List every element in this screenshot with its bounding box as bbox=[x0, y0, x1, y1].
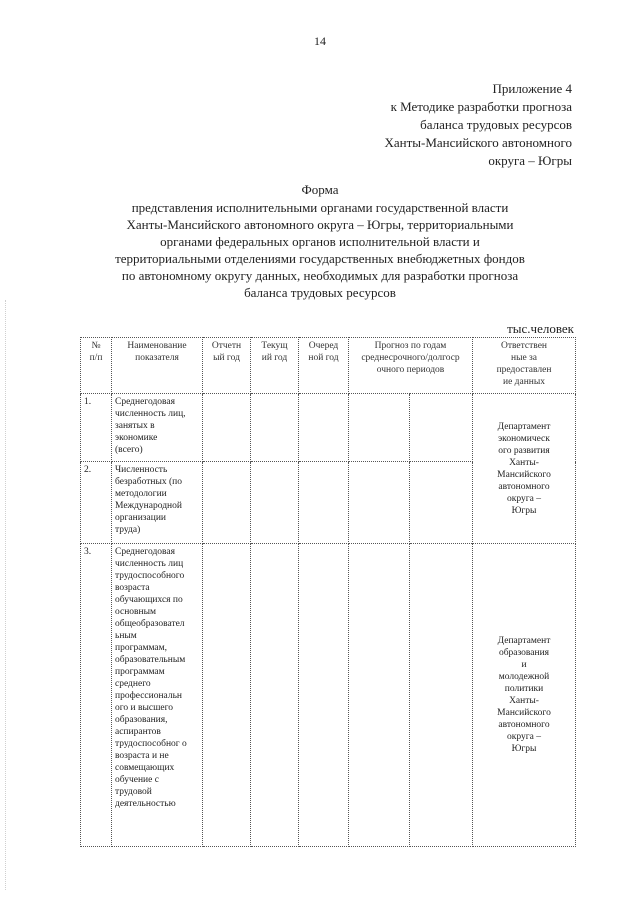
header-name: Наименование показателя bbox=[112, 338, 203, 394]
appendix-line: Приложение 4 bbox=[492, 81, 572, 96]
header-next-year: Очеред ной год bbox=[299, 338, 349, 394]
cell-forecast-a bbox=[349, 544, 410, 847]
row-number: 3. bbox=[81, 544, 112, 847]
header-responsible: Ответствен ные за предоставлен ие данных bbox=[473, 338, 576, 394]
header-num: № п/п bbox=[81, 338, 112, 394]
header-report-year: Отчетн ый год bbox=[203, 338, 251, 394]
cell-responsible-economic: Департамент экономическ ого развития Ханты- Мансийского автономного округа – Югры bbox=[473, 394, 576, 544]
cell-next-year bbox=[299, 462, 349, 544]
form-description-line: территориальными отделениями государственных внебюджетных фондов bbox=[115, 251, 525, 266]
cell-current-year bbox=[251, 462, 299, 544]
form-description-line: представления исполнительными органами государственной власти bbox=[131, 200, 509, 215]
row-indicator-name: Численность безработных (по методологии Международной организации труда) bbox=[112, 462, 203, 544]
cell-current-year bbox=[251, 394, 299, 462]
scan-edge-divider bbox=[5, 300, 7, 890]
appendix-line: баланса трудовых ресурсов bbox=[420, 117, 572, 132]
cell-forecast-b bbox=[410, 544, 473, 847]
cell-next-year bbox=[299, 394, 349, 462]
cell-report-year bbox=[203, 462, 251, 544]
cell-forecast-b bbox=[410, 462, 473, 544]
form-description-line: баланса трудовых ресурсов bbox=[244, 285, 396, 300]
row-number: 1. bbox=[81, 394, 112, 462]
form-description-line: органами федеральных органов исполнительной власти и bbox=[160, 234, 480, 249]
form-description-line: по автономному округу данных, необходимых для разработки прогноза bbox=[121, 268, 519, 283]
cell-responsible-education: Департамент образования и молодежной политики Ханты- Мансийского автономного округа – Югры bbox=[473, 544, 576, 847]
cell-report-year bbox=[203, 394, 251, 462]
cell-current-year bbox=[251, 544, 299, 847]
row-indicator-name: Среднегодовая численность лиц трудоспособного возраста обучающихся по основным общеобразовател ьным программам, образовательным программам среднего профессиональн ого и высшего образования, аспирантов трудоспособног о возраста и не совмещающих обучение с трудовой деятельностью bbox=[112, 544, 203, 847]
appendix-line: к Методике разработки прогноза bbox=[390, 99, 572, 114]
data-table bbox=[80, 337, 576, 847]
appendix-header bbox=[384, 80, 572, 170]
row-indicator-name: Среднегодовая численность лиц, занятых в экономике (всего) bbox=[112, 394, 203, 462]
header-current-year: Текущ ий год bbox=[251, 338, 299, 394]
units-label: тыс.человек bbox=[507, 321, 574, 336]
cell-report-year bbox=[203, 544, 251, 847]
cell-forecast-b bbox=[410, 394, 473, 462]
form-description bbox=[70, 199, 570, 301]
cell-forecast-a bbox=[349, 462, 410, 544]
form-description-line: Ханты-Мансийского автономного округа – Югры, территориальными bbox=[126, 217, 514, 232]
table-row bbox=[81, 394, 576, 462]
cell-next-year bbox=[299, 544, 349, 847]
form-title: Форма bbox=[301, 182, 339, 197]
table-row bbox=[81, 544, 576, 847]
row-number: 2. bbox=[81, 462, 112, 544]
table-header-row bbox=[81, 338, 576, 394]
appendix-line: Ханты-Мансийского автономного bbox=[384, 135, 572, 150]
header-forecast: Прогноз по годам среднесрочного/долгоср очного периодов bbox=[349, 338, 473, 394]
cell-forecast-a bbox=[349, 394, 410, 462]
page-number: 14 bbox=[314, 34, 326, 48]
appendix-line: округа – Югры bbox=[488, 153, 572, 168]
